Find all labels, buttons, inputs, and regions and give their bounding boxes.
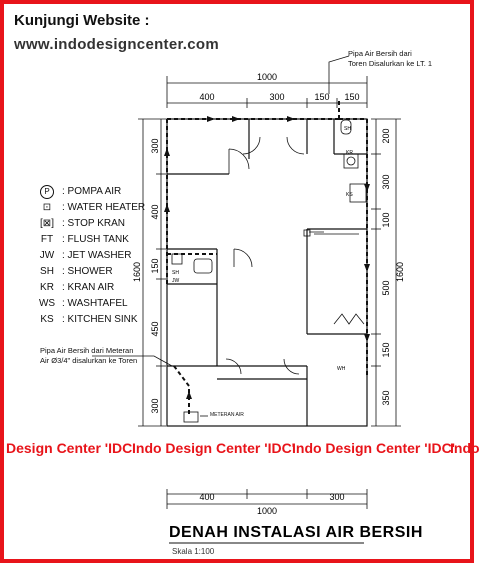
legend-abbr: KR	[40, 282, 54, 293]
callout-meter: METERAN AIR	[210, 412, 244, 418]
legend-abbr: SH	[40, 266, 54, 277]
dim-bottom-total: 1000	[256, 506, 278, 516]
legend-label: : KITCHEN SINK	[62, 314, 138, 325]
fixture-label-jw: JW	[172, 278, 180, 284]
dim-left-seg-4: 450	[150, 321, 160, 337]
dim-right-seg-1: 200	[381, 128, 391, 144]
dim-top-seg-2: 300	[269, 92, 285, 102]
fixture-label-sh-top: SH	[344, 126, 351, 132]
dim-top-total: 1000	[256, 72, 278, 82]
fixture-label-ks: KS	[346, 192, 353, 198]
drawing-title: DENAH INSTALASI AIR BERSIH	[169, 524, 423, 541]
header-visit-label: Kunjungi Website :	[14, 12, 150, 29]
dim-left-total: 1600	[132, 261, 142, 283]
fixture-label-kr: KR	[346, 150, 353, 156]
dim-left-seg-5: 300	[150, 398, 160, 414]
walls	[167, 119, 367, 426]
dim-left-seg-2: 400	[150, 204, 160, 220]
callout-top-right-line-1: Pipa Air Bersih dari	[348, 49, 412, 58]
legend-abbr: JW	[39, 250, 55, 261]
fixture-label-sh-left: SH	[172, 270, 179, 276]
dim-right-seg-4: 500	[381, 280, 391, 296]
legend-label: : SHOWER	[62, 266, 113, 277]
dim-left-seg-1: 300	[150, 138, 160, 154]
water-heater-icon: ⊡	[42, 202, 52, 213]
fixtures	[172, 120, 366, 422]
dim-right-total: 1600	[395, 261, 405, 283]
legend-label: : KRAN AIR	[62, 282, 115, 293]
drawing-scale: Skala 1:100	[172, 547, 215, 556]
callout-left-line-1: Pipa Air Bersih dari Meteran	[40, 346, 134, 355]
fixture-label-wh: WH	[337, 366, 346, 372]
dim-top-seg-3: 150	[314, 92, 330, 102]
legend-label: : JET WASHER	[62, 250, 132, 261]
watermark-text: Design Center 'IDC'	[6, 440, 136, 456]
legend-label: : WATER HEATER	[62, 202, 146, 213]
legend-abbr: P	[40, 185, 54, 199]
pipe-arrows	[164, 116, 370, 399]
watermark-text: Indo	[450, 440, 480, 456]
dim-right-seg-2: 300	[381, 174, 391, 190]
legend-abbr: FT	[40, 234, 54, 245]
dim-right-seg-6: 350	[381, 390, 391, 406]
dim-right-seg-3: 100	[381, 212, 391, 228]
stop-kran-icon: [⊠]	[40, 218, 54, 229]
watermark-text: Indo Design Center 'IDC'	[292, 440, 456, 456]
header-website-url[interactable]: www.indodesigncenter.com	[14, 36, 220, 53]
legend-abbr: WS	[38, 298, 56, 309]
dim-top-seg-4: 150	[344, 92, 360, 102]
dim-top-seg-1: 400	[199, 92, 215, 102]
dim-bottom-seg-2: 300	[329, 492, 345, 502]
callout-top-right-line-2: Toren Disalurkan ke LT. 1	[348, 59, 433, 68]
dim-left-seg-3: 150	[150, 258, 160, 274]
dim-bottom-seg-1: 400	[199, 492, 215, 502]
legend-label: : WASHTAFEL	[62, 298, 128, 309]
callout-left-line-2: Air Ø3/4" disalurkan ke Toren	[40, 356, 138, 365]
watermark-text: Indo Design Center 'IDC'	[132, 440, 296, 456]
legend-abbr: KS	[40, 314, 54, 325]
callout-top-right	[348, 49, 432, 69]
legend-label: : FLUSH TANK	[62, 234, 129, 245]
callout-left	[40, 346, 137, 366]
legend-label: : POMPA AIR	[62, 186, 122, 197]
legend-label: : STOP KRAN	[62, 218, 125, 229]
dim-right-seg-5: 150	[381, 342, 391, 358]
door-swings	[226, 137, 364, 374]
watermark-band	[4, 432, 480, 462]
